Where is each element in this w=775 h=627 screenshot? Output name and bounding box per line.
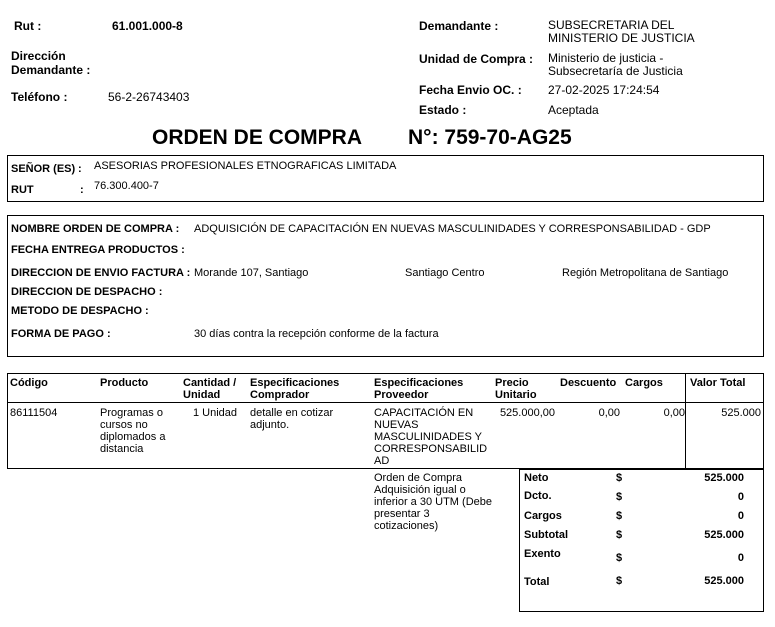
fecha-envio-label: Fecha Envio OC. : xyxy=(419,83,522,97)
supplier-rut-label: RUT xyxy=(11,184,34,196)
dir-factura-calle: Morande 107, Santiago xyxy=(194,267,309,279)
supplier-rut-colon: : xyxy=(80,184,84,196)
neto-label: Neto xyxy=(524,472,549,484)
order-number: N°: 759-70-AG25 xyxy=(408,126,572,149)
subtotal-currency: $ xyxy=(616,529,623,541)
senor-colon: : xyxy=(78,163,82,175)
forma-pago-value: 30 días contra la recepción conforme de la factura xyxy=(194,328,439,340)
fecha-envio-value: 27-02-2025 17:24:54 xyxy=(548,83,660,97)
exento-label: Exento xyxy=(524,548,561,560)
row-descuento: 0,00 xyxy=(598,407,620,419)
row-codigo: 86111504 xyxy=(10,407,58,419)
col-valor-total: Valor Total xyxy=(690,377,746,389)
dir-factura-region: Región Metropolitana de Santiago xyxy=(562,267,729,279)
purchase-note: Orden de Compra Adquisición igual o inferior a 30 UTM (Debe presentar 3 cotizaciones) xyxy=(374,472,492,532)
col-cantidad: Cantidad / Unidad xyxy=(183,377,237,401)
estado-label: Estado : xyxy=(419,103,467,117)
supplier-rut-value: 76.300.400-7 xyxy=(94,180,159,192)
rut-label: Rut : xyxy=(14,19,42,33)
unidad-compra-value: Ministerio de justicia - Subsecretaría de Justicia xyxy=(548,51,683,78)
senor-label: SEÑOR (ES) xyxy=(11,163,76,175)
document-title: ORDEN DE COMPRA xyxy=(152,126,363,149)
row-cantidad: 1 Unidad xyxy=(193,407,238,419)
neto-value: 525.000 xyxy=(704,472,744,484)
direccion-demandante-label: Dirección Demandante : xyxy=(11,49,91,77)
col-esp-proveedor: Especificaciones Proveedor xyxy=(374,377,464,401)
dcto-label: Dcto. xyxy=(524,490,552,502)
total-value: 525.000 xyxy=(704,575,744,587)
dcto-currency: $ xyxy=(616,491,623,503)
cargos-value: 0 xyxy=(737,510,744,522)
row-precio: 525.000,00 xyxy=(499,407,555,419)
demandante-value: SUBSECRETARIA DEL MINISTERIO DE JUSTICIA xyxy=(548,18,695,45)
dir-factura-label: DIRECCION DE ENVIO FACTURA : xyxy=(11,267,191,279)
row-esp-comprador: detalle en cotizar adjunto. xyxy=(250,407,334,431)
dcto-value: 0 xyxy=(737,491,744,503)
table-header-divider xyxy=(7,402,764,403)
cargos-label: Cargos xyxy=(524,510,562,522)
exento-value: 0 xyxy=(737,552,744,564)
col-cargos: Cargos xyxy=(625,377,663,389)
col-esp-comprador: Especificaciones Comprador xyxy=(250,377,340,401)
col-descuento: Descuento xyxy=(560,377,617,389)
table-total-divider xyxy=(685,373,686,469)
telefono-label: Teléfono : xyxy=(11,90,68,104)
dir-factura-comuna: Santiago Centro xyxy=(405,267,485,279)
col-precio: Precio Unitario xyxy=(495,377,537,401)
dir-despacho-label: DIRECCION DE DESPACHO : xyxy=(11,286,163,298)
row-producto: Programas o cursos no diplomados a distancia xyxy=(100,407,166,455)
estado-value: Aceptada xyxy=(548,103,599,117)
total-currency: $ xyxy=(616,575,623,587)
rut-value: 61.001.000-8 xyxy=(112,19,183,33)
demandante-label: Demandante : xyxy=(419,19,499,33)
neto-currency: $ xyxy=(616,472,623,484)
senor-value: ASESORIAS PROFESIONALES ETNOGRAFICAS LIMITADA xyxy=(94,160,397,172)
col-codigo: Código xyxy=(10,377,48,389)
telefono-value: 56-2-26743403 xyxy=(108,90,190,104)
row-valor-total: 525.000 xyxy=(721,407,761,419)
fecha-entrega-label: FECHA ENTREGA PRODUCTOS : xyxy=(11,244,185,256)
exento-currency: $ xyxy=(616,552,623,564)
unidad-compra-label: Unidad de Compra : xyxy=(419,52,534,66)
forma-pago-label: FORMA DE PAGO : xyxy=(11,328,111,340)
metodo-despacho-label: METODO DE DESPACHO : xyxy=(11,305,149,317)
total-label: Total xyxy=(524,576,550,588)
col-producto: Producto xyxy=(100,377,149,389)
row-esp-proveedor: CAPACITACIÓN EN NUEVAS MASCULINIDADES Y CORRESPONSABILID AD xyxy=(374,407,488,467)
subtotal-label: Subtotal xyxy=(524,529,568,541)
cargos-currency: $ xyxy=(616,510,623,522)
subtotal-value: 525.000 xyxy=(704,529,744,541)
nombre-orden-label: NOMBRE ORDEN DE COMPRA : xyxy=(11,223,180,235)
row-cargos: 0,00 xyxy=(663,407,685,419)
nombre-orden-value: ADQUISICIÓN DE CAPACITACIÓN EN NUEVAS MASCULINIDADES Y CORRESPONSABILIDAD - GDP xyxy=(194,223,711,235)
